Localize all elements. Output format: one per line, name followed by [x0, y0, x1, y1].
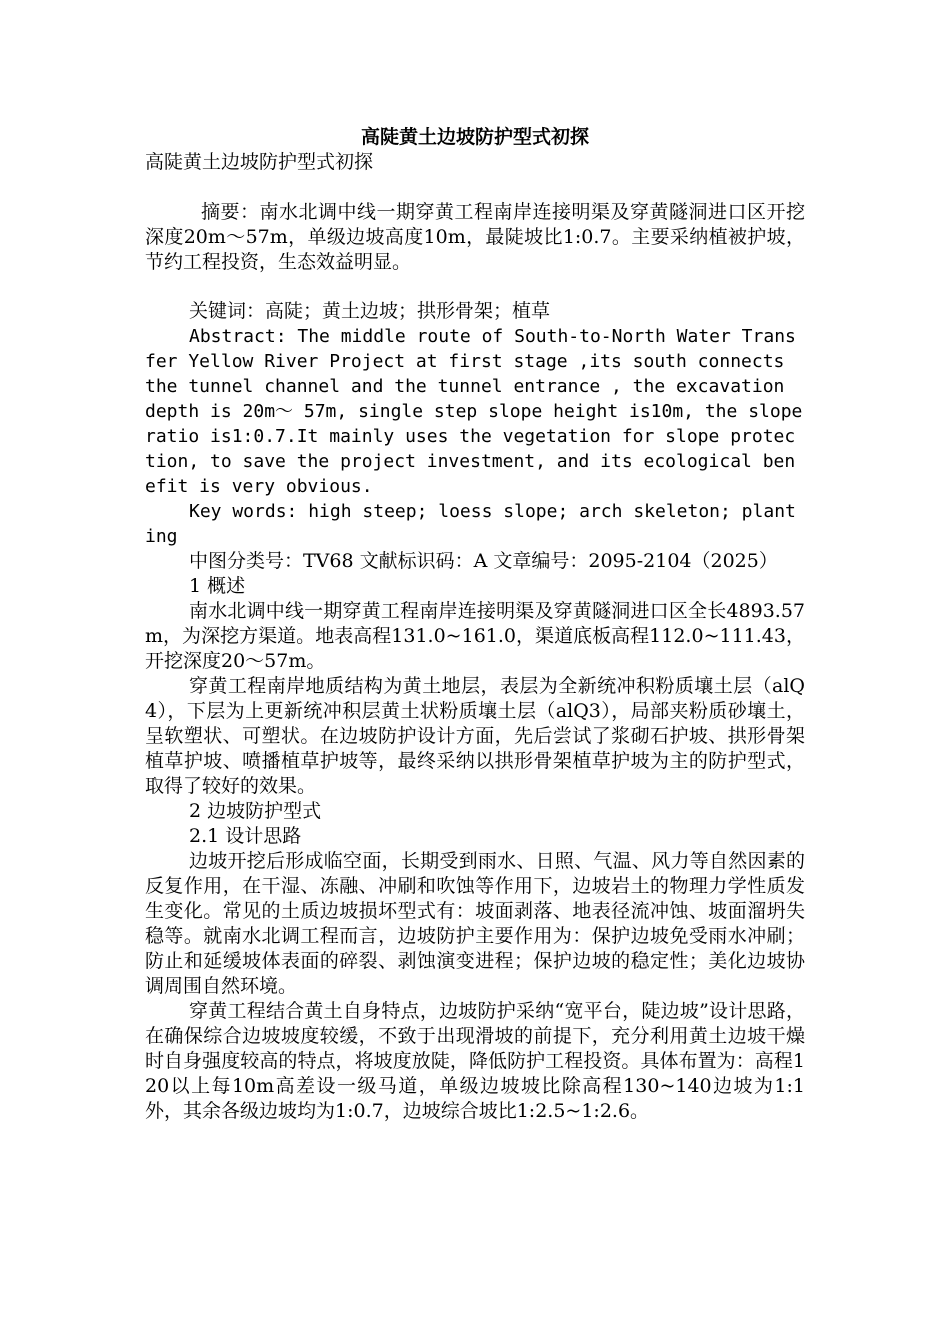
document-page [145, 118, 805, 1124]
abstract-en: Abstract: The middle route of South-to-North Water Transfer Yellow River Project at first stage ,its south connects the tunnel channel and the tunnel entrance , the excavation depth is 20m～ 57m, single step slope height is10m, the slope ratio is1:0.7.It mainly uses the vegetation for slope protection, to save the project investment, and its ecological benefit is very obvious. [145, 326, 803, 497]
section-2-1-heading: 2.1 设计思路 [189, 825, 302, 847]
blank-line [145, 275, 805, 299]
section-2-1-paragraph-2: 穿黄工程结合黄土自身特点，边坡防护采纳“宽平台，陡边坡”设计思路，在确保综合边坡坡度较缓，不致于出现滑坡的前提下，充分利用黄土边坡干燥时自身强度较高的特点，将坡度放陡，降低防护工程投资。具体布置为：高程120以上每10m高差设一级马道，单级边坡坡比除高程130~140边坡为1:1外，其余各级边坡均为1:0.7，边坡综合坡比1:2.5~1:2.6。 [145, 1000, 805, 1122]
keywords-en: Key words: high steep; loess slope; arch skeleton; planting [145, 501, 796, 547]
blank-line [145, 175, 805, 200]
keywords-cn: 关键词：高陡；黄土边坡；拱形骨架；植草 [189, 300, 551, 322]
abstract-cn: 摘要：南水北调中线一期穿黄工程南岸连接明渠及穿黄隧洞进口区开挖深度20m～57m，单级边坡高度10m，最陡坡比1:0.7。主要采纳植被护坡，节约工程投资，生态效益明显。 [145, 201, 805, 273]
document-subtitle: 高陡黄土边坡防护型式初探 [145, 151, 374, 173]
section-1-paragraph-1: 南水北调中线一期穿黄工程南岸连接明渠及穿黄隧洞进口区全长4893.57m，为深挖方渠道。地表高程131.0~161.0，渠道底板高程112.0~111.43，开挖深度20～57m。 [145, 600, 805, 672]
section-1-paragraph-2: 穿黄工程南岸地质结构为黄土地层，表层为全新统冲积粉质壤土层（alQ4），下层为上更新统冲积层黄土状粉质壤土层（alQ3），局部夹粉质砂壤土，呈软塑状、可塑状。在边坡防护设计方面，先后尝试了浆砌石护坡、拱形骨架植草护坡、喷播植草护坡等，最终采纳以拱形骨架植草护坡为主的防护型式，取得了较好的效果。 [145, 675, 805, 797]
document-title: 高陡黄土边坡防护型式初探 [360, 126, 589, 148]
section-2-1-paragraph-1: 边坡开挖后形成临空面，长期受到雨水、日照、气温、风力等自然因素的反复作用，在干湿、冻融、冲刷和吹蚀等作用下，边坡岩土的物理力学性质发生变化。常见的土质边坡损坏型式有：坡面剥落、地表径流冲蚀、坡面溜坍失稳等。就南水北调工程而言，边坡防护主要作用为：保护边坡免受雨水冲刷；防止和延缓坡体表面的碎裂、剥蚀演变进程；保护边坡的稳定性；美化边坡协调周围自然环境。 [145, 850, 805, 997]
classification-line: 中图分类号：TV68 文献标识码：A 文章编号：2095-2104（2025） [189, 550, 778, 572]
section-2-heading: 2 边坡防护型式 [189, 800, 322, 822]
section-1-heading: 1 概述 [189, 575, 246, 597]
